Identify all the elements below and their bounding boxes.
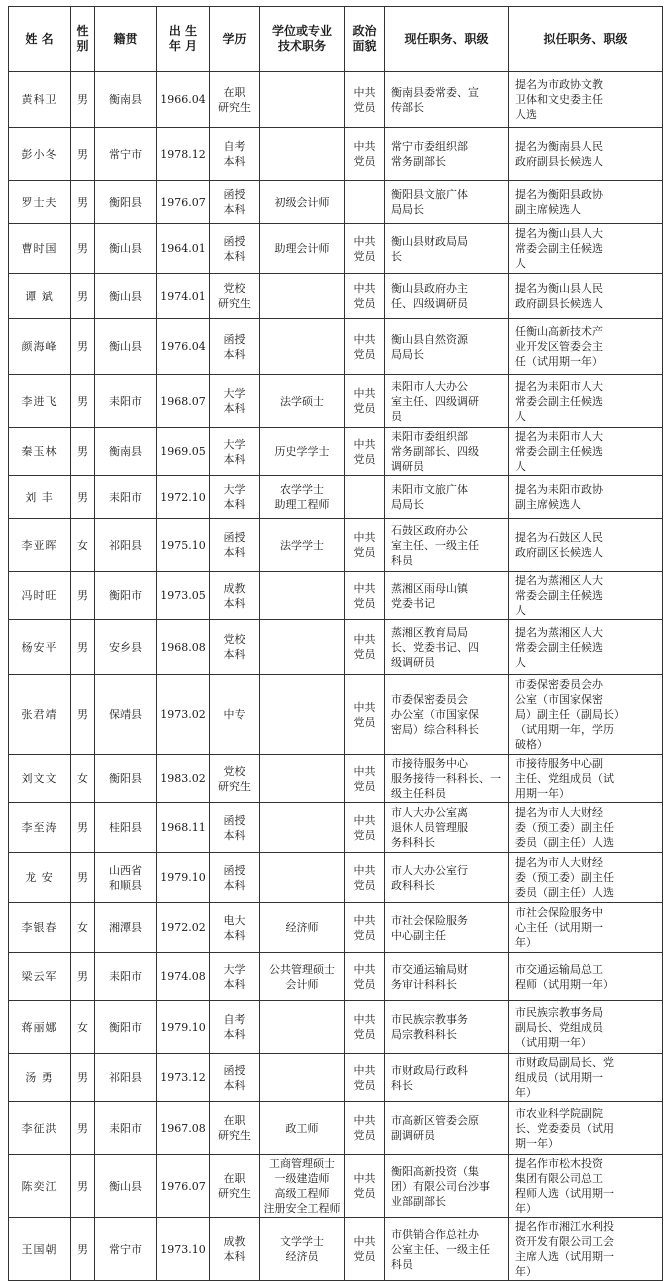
cell-gender: 男 [71, 375, 95, 428]
cell-current-position: 石鼓区政府办公 室主任、一级主任 科员 [385, 519, 509, 572]
table-row [9, 428, 663, 476]
cell-degree [260, 803, 345, 853]
cell-education: 在职 研究生 [210, 1102, 260, 1155]
cell-current-position: 蒸湘区雨母山镇 党委书记 [385, 572, 509, 620]
table-row [9, 803, 663, 853]
cell-degree: 法学学士 [260, 519, 345, 572]
cell-degree [260, 853, 345, 903]
cell-proposed-position: 提名为蒸湘区人大 常委会副主任候选 人 [509, 620, 663, 675]
cell-origin: 祁阳县 [95, 519, 157, 572]
cell-name: 刘文文 [9, 755, 71, 803]
cell-birth: 1973.05 [157, 572, 210, 620]
cell-proposed-position: 提名为耒阳市人大 常委会副主任候选 人 [509, 375, 663, 428]
cell-current-position: 市人大办公室离 退休人员管理服 务科科长 [385, 803, 509, 853]
cell-name: 李进飞 [9, 375, 71, 428]
cell-name: 彭小冬 [9, 128, 71, 181]
header-origin: 籍贯 [95, 7, 157, 72]
cell-proposed-position: 提名作市松木投资 集团有限公司总工 程师人选（试用期一 年） [509, 1155, 663, 1218]
cadre-table-wrapper [8, 6, 662, 1281]
cell-name: 谭 斌 [9, 274, 71, 319]
table-row [9, 375, 663, 428]
cell-birth: 1975.10 [157, 519, 210, 572]
cell-birth: 1974.08 [157, 953, 210, 1001]
cell-current-position: 市民族宗教事务 局宗教科科长 [385, 1001, 509, 1054]
cell-education: 大学 本科 [210, 375, 260, 428]
cell-current-position: 衡山县财政局局 长 [385, 224, 509, 274]
cell-origin: 衡山县 [95, 1155, 157, 1218]
table-row [9, 319, 663, 375]
cell-birth: 1976.04 [157, 319, 210, 375]
cell-proposed-position: 任衡山高新技术产 业开发区管委会主 任（试用期一年） [509, 319, 663, 375]
cell-education: 中专 [210, 675, 260, 755]
cell-education: 函授 本科 [210, 803, 260, 853]
cell-party [345, 476, 385, 519]
cell-name: 黄科卫 [9, 72, 71, 128]
cell-name: 杨安平 [9, 620, 71, 675]
cell-education: 党校 本科 [210, 620, 260, 675]
cell-birth: 1973.10 [157, 1218, 210, 1281]
cell-current-position: 耒阳市人大办公 室主任、四级调研 员 [385, 375, 509, 428]
cell-name: 秦玉林 [9, 428, 71, 476]
table-row [9, 72, 663, 128]
cell-proposed-position: 提名为蒸湘区人大 常委会副主任候选 人 [509, 572, 663, 620]
cell-proposed-position: 提名为衡阳县政协 副主席候选人 [509, 181, 663, 224]
cell-birth: 1966.04 [157, 72, 210, 128]
cell-name: 李征洪 [9, 1102, 71, 1155]
cell-name: 罗士夫 [9, 181, 71, 224]
cell-current-position: 耒阳市文旅广体 局局长 [385, 476, 509, 519]
cell-gender: 男 [71, 224, 95, 274]
cell-name: 蒋丽娜 [9, 1001, 71, 1054]
cell-degree: 工商管理硕士 一级建造师 高级工程师 注册安全工程师 [260, 1155, 345, 1218]
header-proposed-position: 拟任职务、职级 [509, 7, 663, 72]
table-row [9, 620, 663, 675]
cell-gender: 男 [71, 572, 95, 620]
cell-degree: 助理会计师 [260, 224, 345, 274]
cell-degree [260, 72, 345, 128]
cell-gender: 男 [71, 953, 95, 1001]
header-education: 学历 [210, 7, 260, 72]
cell-name: 李亚晖 [9, 519, 71, 572]
cell-education: 函授 本科 [210, 224, 260, 274]
cell-origin: 桂阳县 [95, 803, 157, 853]
cell-origin: 耒阳市 [95, 953, 157, 1001]
cell-proposed-position: 市委保密委员会办 公室（市国家保密 局）副主任（副局长） （试用期一年，学历 破格） [509, 675, 663, 755]
table-row [9, 476, 663, 519]
cell-proposed-position: 提名为衡南县人民 政府副县长候选人 [509, 128, 663, 181]
cell-current-position: 衡阳高新投资（集 团）有限公司台沙事 业部副部长 [385, 1155, 509, 1218]
cell-name: 龙 安 [9, 853, 71, 903]
cell-name: 梁云军 [9, 953, 71, 1001]
table-row [9, 181, 663, 224]
cell-gender: 女 [71, 519, 95, 572]
cell-birth: 1979.10 [157, 1001, 210, 1054]
cell-party: 中共 党员 [345, 803, 385, 853]
cell-birth: 1973.12 [157, 1054, 210, 1102]
cell-gender: 女 [71, 1001, 95, 1054]
cell-gender: 男 [71, 620, 95, 675]
cell-origin: 衡山县 [95, 274, 157, 319]
cell-gender: 男 [71, 181, 95, 224]
cell-education: 大学 本科 [210, 428, 260, 476]
cell-current-position: 市人大办公室行 政科科长 [385, 853, 509, 903]
table-row [9, 572, 663, 620]
cell-degree [260, 274, 345, 319]
cell-current-position: 市交通运输局财 务审计科科长 [385, 953, 509, 1001]
table-row [9, 274, 663, 319]
cell-party: 中共 党员 [345, 572, 385, 620]
cell-education: 函授 本科 [210, 519, 260, 572]
header-birth: 出 生 年 月 [157, 7, 210, 72]
cell-proposed-position: 市交通运输局总工 程师（试用期一年） [509, 953, 663, 1001]
cell-education: 电大 本科 [210, 903, 260, 953]
cell-current-position: 衡山县政府办主 任、四级调研员 [385, 274, 509, 319]
cell-gender: 男 [71, 803, 95, 853]
cell-proposed-position: 市财政局副局长、党 组成员（试用期一 年） [509, 1054, 663, 1102]
cell-gender: 男 [71, 72, 95, 128]
cell-current-position: 市接待服务中心 服务接待一科科长、一 级主任科员 [385, 755, 509, 803]
table-row [9, 1054, 663, 1102]
header-gender: 性别 [71, 7, 95, 72]
cell-education: 函授 本科 [210, 319, 260, 375]
cell-current-position: 市财政局行政科 科长 [385, 1054, 509, 1102]
cell-origin: 山西省 和顺县 [95, 853, 157, 903]
header-current-position: 现任职务、职级 [385, 7, 509, 72]
cell-birth: 1976.07 [157, 1155, 210, 1218]
cell-current-position: 衡山县自然资源 局局长 [385, 319, 509, 375]
cell-education: 自考 本科 [210, 1001, 260, 1054]
cell-party: 中共 党员 [345, 1054, 385, 1102]
cell-origin: 衡山县 [95, 319, 157, 375]
cell-name: 冯时旺 [9, 572, 71, 620]
cell-proposed-position: 提名为市政协文教 卫体和文史委主任 人选 [509, 72, 663, 128]
cell-proposed-position: 提名作市湘江水利投 资开发有限公司工会 主席人选（试用期一 年） [509, 1218, 663, 1281]
cell-origin: 祁阳县 [95, 1054, 157, 1102]
table-row [9, 755, 663, 803]
cell-name: 颜海峰 [9, 319, 71, 375]
cell-current-position: 市高新区管委会原 副调研员 [385, 1102, 509, 1155]
cell-gender: 男 [71, 853, 95, 903]
cell-origin: 衡山县 [95, 224, 157, 274]
cell-name: 刘 丰 [9, 476, 71, 519]
cell-education: 函授 本科 [210, 181, 260, 224]
cell-party: 中共 党员 [345, 620, 385, 675]
cell-degree [260, 319, 345, 375]
cell-birth: 1968.11 [157, 803, 210, 853]
cell-origin: 湘潭县 [95, 903, 157, 953]
cell-origin: 耒阳市 [95, 476, 157, 519]
cell-name: 李银春 [9, 903, 71, 953]
cell-degree [260, 1054, 345, 1102]
cell-gender: 男 [71, 1054, 95, 1102]
cell-degree: 经济师 [260, 903, 345, 953]
cell-origin: 耒阳市 [95, 1102, 157, 1155]
cell-current-position: 常宁市委组织部 常务副部长 [385, 128, 509, 181]
cell-proposed-position: 市农业科学院副院 长、党委委员（试用 期一年） [509, 1102, 663, 1155]
cell-current-position: 市供销合作总社办 公室主任、一级主任 科员 [385, 1218, 509, 1281]
cell-education: 在职 研究生 [210, 1155, 260, 1218]
cell-party: 中共 党员 [345, 428, 385, 476]
cell-party: 中共 党员 [345, 1218, 385, 1281]
cell-party: 中共 党员 [345, 853, 385, 903]
table-row [9, 224, 663, 274]
table-row [9, 128, 663, 181]
table-row [9, 1155, 663, 1218]
cell-current-position: 衡南县委常委、宣 传部长 [385, 72, 509, 128]
cell-education: 成教 本科 [210, 1218, 260, 1281]
cell-birth: 1983.02 [157, 755, 210, 803]
cell-gender: 男 [71, 274, 95, 319]
header-row [9, 7, 663, 72]
cell-birth: 1974.01 [157, 274, 210, 319]
cell-gender: 男 [71, 128, 95, 181]
cell-education: 大学 本科 [210, 476, 260, 519]
cell-proposed-position: 提名为衡山县人民 政府副县长候选人 [509, 274, 663, 319]
cell-party: 中共 党员 [345, 274, 385, 319]
cell-degree [260, 755, 345, 803]
cell-current-position: 耒阳市委组织部 常务副部长、四级 调研员 [385, 428, 509, 476]
cell-party: 中共 党员 [345, 1102, 385, 1155]
cell-party: 中共 党员 [345, 375, 385, 428]
cell-birth: 1973.02 [157, 675, 210, 755]
cell-origin: 保靖县 [95, 675, 157, 755]
cell-education: 大学 本科 [210, 953, 260, 1001]
cell-origin: 耒阳市 [95, 375, 157, 428]
cell-origin: 衡南县 [95, 428, 157, 476]
cell-party: 中共 党员 [345, 953, 385, 1001]
cell-party: 中共 党员 [345, 1001, 385, 1054]
cell-proposed-position: 提名为市人大财经 委（预工委）副主任 委员（副主任）人选 [509, 803, 663, 853]
cell-degree: 初级会计师 [260, 181, 345, 224]
cell-degree [260, 1001, 345, 1054]
cell-party: 中共 党员 [345, 224, 385, 274]
cell-origin: 常宁市 [95, 128, 157, 181]
cell-degree: 政工师 [260, 1102, 345, 1155]
cell-birth: 1969.05 [157, 428, 210, 476]
cell-origin: 衡阳县 [95, 755, 157, 803]
cell-current-position: 市委保密委员会 办公室（市国家保 密局）综合科科长 [385, 675, 509, 755]
header-name: 姓 名 [9, 7, 71, 72]
cell-proposed-position: 提名为衡山县人大 常委会副主任候选 人 [509, 224, 663, 274]
cell-name: 汤 勇 [9, 1054, 71, 1102]
cell-name: 李至涛 [9, 803, 71, 853]
cell-education: 党校 研究生 [210, 274, 260, 319]
cell-name: 王国朝 [9, 1218, 71, 1281]
cell-birth: 1976.07 [157, 181, 210, 224]
cell-party: 中共 党员 [345, 1155, 385, 1218]
table-row [9, 1218, 663, 1281]
cell-name: 陈奕江 [9, 1155, 71, 1218]
cell-proposed-position: 提名为耒阳市人大 常委会副主任候选 人 [509, 428, 663, 476]
table-row [9, 519, 663, 572]
cell-gender: 男 [71, 428, 95, 476]
cell-party [345, 181, 385, 224]
cell-origin: 衡阳市 [95, 572, 157, 620]
cell-birth: 1964.01 [157, 224, 210, 274]
cell-degree: 农学学士 助理工程师 [260, 476, 345, 519]
cell-gender: 女 [71, 755, 95, 803]
cell-birth: 1972.02 [157, 903, 210, 953]
cell-proposed-position: 市社会保险服务中 心主任（试用期一 年） [509, 903, 663, 953]
cell-gender: 女 [71, 903, 95, 953]
header-party: 政治 面貌 [345, 7, 385, 72]
cell-gender: 男 [71, 1218, 95, 1281]
cell-party: 中共 党员 [345, 675, 385, 755]
cell-name: 曹时国 [9, 224, 71, 274]
cell-gender: 男 [71, 476, 95, 519]
cell-degree [260, 620, 345, 675]
cell-current-position: 蒸湘区教育局局 长、党委书记、四 级调研员 [385, 620, 509, 675]
cell-birth: 1978.12 [157, 128, 210, 181]
table-row [9, 953, 663, 1001]
cell-education: 党校 研究生 [210, 755, 260, 803]
cell-origin: 安乡县 [95, 620, 157, 675]
header-degree: 学位或专业 技术职务 [260, 7, 345, 72]
cell-party: 中共 党员 [345, 128, 385, 181]
cell-degree: 法学硕士 [260, 375, 345, 428]
table-row [9, 1001, 663, 1054]
cell-proposed-position: 市接待服务中心副 主任、党组成员（试 用期一年） [509, 755, 663, 803]
cell-gender: 男 [71, 1102, 95, 1155]
cell-birth: 1967.08 [157, 1102, 210, 1155]
cell-degree [260, 572, 345, 620]
cell-degree: 历史学学士 [260, 428, 345, 476]
cell-proposed-position: 提名为市人大财经 委（预工委）副主任 委员（副主任）人选 [509, 853, 663, 903]
table-row [9, 675, 663, 755]
cell-degree [260, 128, 345, 181]
cell-party: 中共 党员 [345, 903, 385, 953]
cell-gender: 男 [71, 675, 95, 755]
cell-proposed-position: 市民族宗教事务局 副局长、党组成员 （试用期一年） [509, 1001, 663, 1054]
cell-degree [260, 675, 345, 755]
cell-degree: 公共管理硕士 会计师 [260, 953, 345, 1001]
cell-proposed-position: 提名为耒阳市政协 副主席候选人 [509, 476, 663, 519]
cell-degree: 文学学士 经济员 [260, 1218, 345, 1281]
cell-current-position: 衡阳县文旅广体 局局长 [385, 181, 509, 224]
cell-proposed-position: 提名为石鼓区人民 政府副区长候选人 [509, 519, 663, 572]
table-body [9, 72, 663, 1281]
cell-current-position: 市社会保险服务 中心副主任 [385, 903, 509, 953]
cell-education: 成教 本科 [210, 572, 260, 620]
cadre-table [8, 6, 663, 1281]
cell-origin: 常宁市 [95, 1218, 157, 1281]
cell-name: 张君靖 [9, 675, 71, 755]
cell-birth: 1968.07 [157, 375, 210, 428]
table-row [9, 1102, 663, 1155]
cell-party: 中共 党员 [345, 319, 385, 375]
cell-birth: 1972.10 [157, 476, 210, 519]
cell-origin: 衡南县 [95, 72, 157, 128]
cell-party: 中共 党员 [345, 519, 385, 572]
cell-party: 中共 党员 [345, 72, 385, 128]
cell-party: 中共 党员 [345, 755, 385, 803]
cell-birth: 1979.10 [157, 853, 210, 903]
cell-origin: 衡阳市 [95, 1001, 157, 1054]
cell-education: 自考 本科 [210, 128, 260, 181]
cell-birth: 1968.08 [157, 620, 210, 675]
cell-gender: 男 [71, 1155, 95, 1218]
cell-gender: 男 [71, 319, 95, 375]
cell-education: 函授 本科 [210, 853, 260, 903]
cell-education: 函授 本科 [210, 1054, 260, 1102]
table-row [9, 853, 663, 903]
table-row [9, 903, 663, 953]
cell-origin: 衡阳县 [95, 181, 157, 224]
cell-education: 在职 研究生 [210, 72, 260, 128]
